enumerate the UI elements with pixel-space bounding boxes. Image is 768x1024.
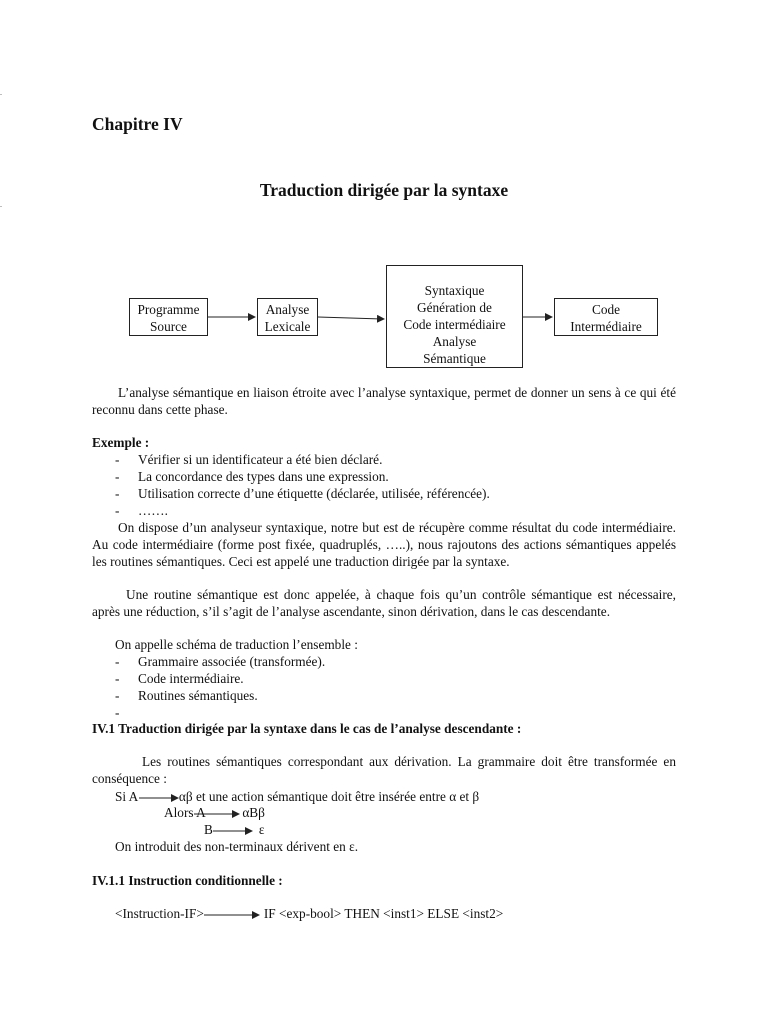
paragraph-routine-semantique: Une routine sémantique est donc appelée, à chaque fois qu’un contrôle sémantique est nécessaire, après une réduction, s’il s’agit de l’analyse ascendante, sinon dérivation, dans le cas descendante. (92, 587, 676, 619)
box-line: Programme (137, 302, 200, 317)
margin-mark: . (0, 88, 2, 97)
box-line: Source (150, 319, 187, 334)
margin-mark: . (0, 200, 2, 209)
chapter-heading: Chapitre IV (92, 114, 183, 134)
box-analyse-lexicale (257, 298, 318, 336)
section-heading-text: IV.1.1 Instruction conditionnelle : (92, 873, 283, 888)
instruction-if-rule (115, 905, 503, 922)
right-arrow-icon (194, 809, 240, 819)
rule-3 (204, 821, 264, 838)
page-title: Traduction dirigée par la syntaxe (259, 180, 509, 200)
list-item-text: La concordance des types dans une expression. (138, 469, 389, 484)
intro-paragraph: L’analyse sémantique en liaison étroite avec l’analyse syntaxique, permet de donner un sens à ce qui été reconnu dans cette phase. (92, 385, 676, 417)
box-line: Code (591, 302, 621, 317)
rule-right: αBβ (242, 805, 265, 820)
list-item-text: Code intermédiaire. (138, 671, 244, 686)
list-item-text: ……. (138, 503, 168, 518)
box-line: Génération de (417, 300, 492, 315)
box-line: Syntaxique (424, 283, 485, 298)
box-line: Analyse (265, 302, 310, 317)
box-programme-source (129, 298, 208, 336)
rule-right: IF <exp-bool> THEN <inst1> ELSE <inst2> (263, 906, 504, 921)
box-code-intermediaire (554, 298, 658, 336)
box-line: Code intermédiaire (403, 317, 506, 332)
rule-right: αβ et une action sémantique doit être insérée entre α et β (178, 789, 480, 804)
right-arrow-icon (213, 826, 253, 836)
box-line: Sémantique (423, 351, 486, 366)
right-arrow-icon (139, 793, 179, 803)
paragraph-code-intermediaire: On dispose d’un analyseur syntaxique, notre but est de récupère comme résultat du code intermédiaire. Au code intermédiaire (forme post fixée, quadruplés, …..), nous rajoutons des actions sémantiques appelés les routines sémantiques. Ceci est appelé une traduction dirigée par la syntaxe. (92, 520, 676, 569)
box-syntaxique-semantique (386, 265, 523, 368)
list-item-text: Vérifier si un identificateur a été bien déclaré. (138, 452, 383, 467)
arrow (318, 317, 384, 319)
rule-left: Si A (115, 789, 138, 804)
list-item-text: Routines sémantiques. (138, 688, 258, 703)
section-heading-iv1 (92, 720, 521, 737)
paragraph-non-terminaux: On introduit des non-terminaux dérivent en ε. (115, 839, 359, 854)
box-line: Intermédiaire (570, 319, 642, 334)
box-line: Lexicale (264, 319, 311, 334)
list-item-text: Grammaire associée (transformée). (138, 654, 326, 669)
rule-left: <Instruction-IF> (115, 906, 204, 921)
section-heading-iv11 (92, 872, 283, 889)
schema-intro: On appelle schéma de traduction l’ensemble : (115, 637, 358, 652)
rule-right: ε (258, 822, 265, 837)
box-line: Analyse (432, 334, 477, 349)
list-item-text: Utilisation correcte d’une étiquette (déclarée, utilisée, référencée). (138, 486, 490, 501)
rule-1 (115, 788, 479, 805)
example-label-text: Exemple : (92, 435, 150, 450)
document-page: . . Chapitre IV Traduction dirigée par la syntaxe Programme Source Analyse Lexicale Syntaxique Génération de Code intermédiaire Analyse Sémantique Code Intermédiaire L’analyse sémantique en liaison étroite avec l’analyse syntaxique, permet de donner un sens à ce qui été reconnu dans cette phase. Exemple : - Vérifier si un identificateur a été bien déclaré. - La concordance des types dans une expression. - Utilisation correcte d’une étiquette (déclarée, utilisée, référencée). - ……. On dispose d’un analyseur syntaxique, notre but est de récupère comme résultat du code intermédiaire. Au code intermédiaire (forme post fixée, quadruplés, …..), nous rajoutons des actions sémantiques appelés les routines sémantiques. Ceci est appelé une traduction dirigée par la syntaxe. Une routine sémantique est donc appelée, à chaque fois qu’un contrôle sémantique est nécessaire, après une réduction, s’il s’agit de l’analyse ascendante, sinon dérivation, dans le cas descendante. On appelle schéma de traduction l’ensemble : - Grammaire associée (transformée). - Code intermédiaire. - Routines sémantiques. - IV.1 Traduction dirigée par la syntaxe dans le cas de l’analyse descendante : Les routines sémantiques correspondant aux dérivation. La grammaire doit être transformée en conséquence : Si A αβ et une action sémantique doit être insérée entre α et β Alors A αBβ B ε On introduit des non-terminaux dérivent en ε. IV.1.1 Instruction conditionnelle : <Instruction-IF> IF <exp-bool> THEN <inst1> ELSE <inst2> (0, 0, 768, 1024)
section-heading-text: IV.1 Traduction dirigée par la syntaxe dans le cas de l’analyse descendante : (92, 721, 522, 736)
rule-2 (164, 804, 265, 821)
example-label (92, 434, 149, 451)
rule-left: B (204, 822, 213, 837)
paragraph-routines-derivation: Les routines sémantiques correspondant aux dérivation. La grammaire doit être transformée en conséquence : (92, 754, 676, 786)
right-arrow-icon (204, 910, 260, 920)
rule-left: Alors A (164, 805, 206, 820)
